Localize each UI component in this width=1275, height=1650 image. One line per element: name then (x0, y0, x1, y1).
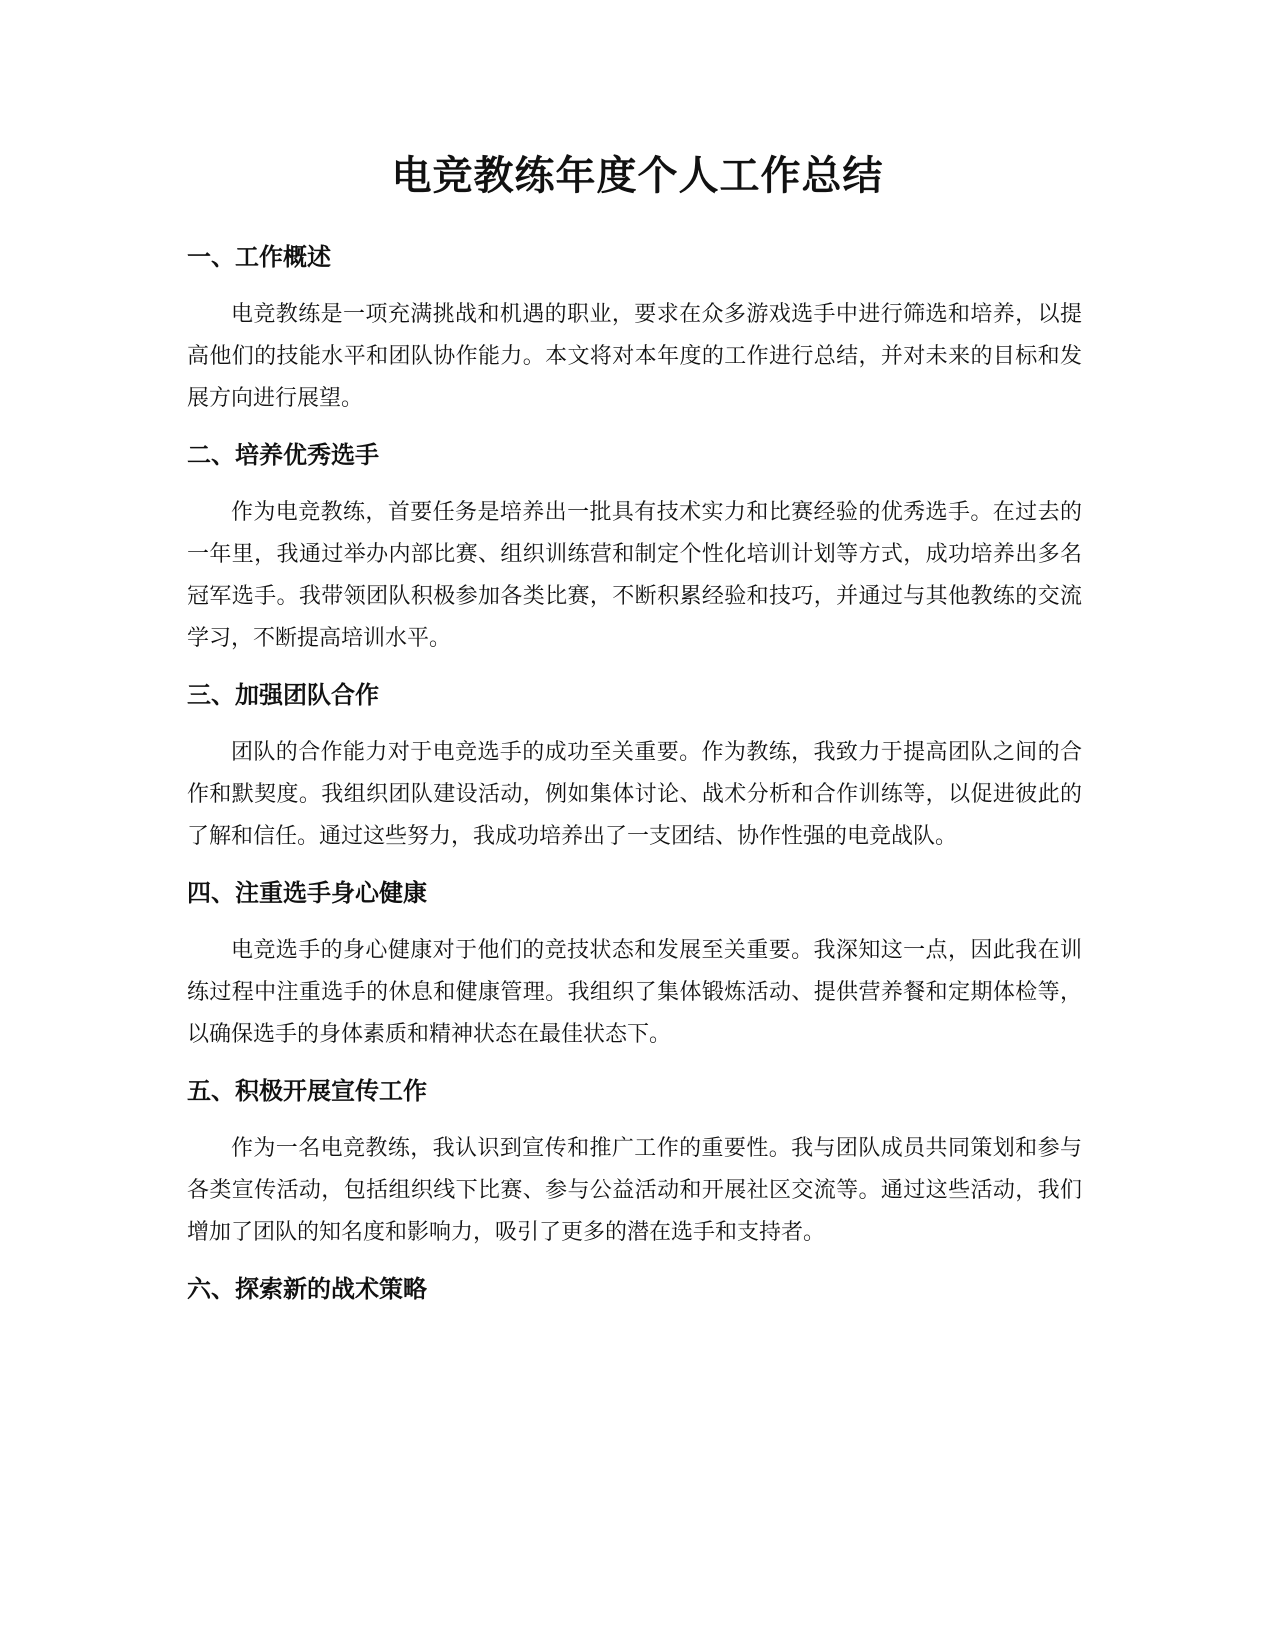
section-training-players (187, 438, 1082, 660)
section-paragraph: 作为一名电竞教练，我认识到宣传和推广工作的重要性。我与团队成员共同策划和参与各类宣传活动，包括组织线下比赛、参与公益活动和开展社区交流等。通过这些活动，我们增加了团队的知名度和影响力，吸引了更多的潜在选手和支持者。 (187, 1136, 1082, 1245)
section-tactics (187, 1272, 1082, 1306)
section-heading: 三、加强团队合作 (187, 681, 379, 709)
section-health (187, 876, 1082, 1056)
section-paragraph: 电竞教练是一项充满挑战和机遇的职业，要求在众多游戏选手中进行筛选和培养，以提高他们的技能水平和团队协作能力。本文将对本年度的工作进行总结，并对未来的目标和发展方向进行展望。 (187, 302, 1082, 411)
section-heading: 四、注重选手身心健康 (187, 879, 427, 907)
section-paragraph: 作为电竞教练，首要任务是培养出一批具有技术实力和比赛经验的优秀选手。在过去的一年里，我通过举办内部比赛、组织训练营和制定个性化培训计划等方式，成功培养出多名冠军选手。我带领团队积极参加各类比赛，不断积累经验和技巧，并通过与其他教练的交流学习，不断提高培训水平。 (187, 500, 1082, 651)
section-overview (187, 240, 1082, 420)
section-heading: 五、积极开展宣传工作 (187, 1077, 427, 1105)
document-body (187, 240, 1082, 1326)
section-heading: 六、探索新的战术策略 (187, 1275, 427, 1303)
section-heading: 二、培养优秀选手 (187, 441, 379, 469)
section-paragraph: 团队的合作能力对于电竞选手的成功至关重要。作为教练，我致力于提高团队之间的合作和默契度。我组织团队建设活动，例如集体讨论、战术分析和合作训练等，以促进彼此的了解和信任。通过这些努力，我成功培养出了一支团结、协作性强的电竞战队。 (187, 740, 1082, 849)
section-promotion (187, 1074, 1082, 1254)
section-heading: 一、工作概述 (187, 243, 331, 271)
section-teamwork (187, 678, 1082, 858)
document-title: 电竞教练年度个人工作总结 (391, 153, 884, 199)
section-paragraph: 电竞选手的身心健康对于他们的竞技状态和发展至关重要。我深知这一点，因此我在训练过程中注重选手的休息和健康管理。我组织了集体锻炼活动、提供营养餐和定期体检等，以确保选手的身体素质和精神状态在最佳状态下。 (187, 938, 1082, 1047)
